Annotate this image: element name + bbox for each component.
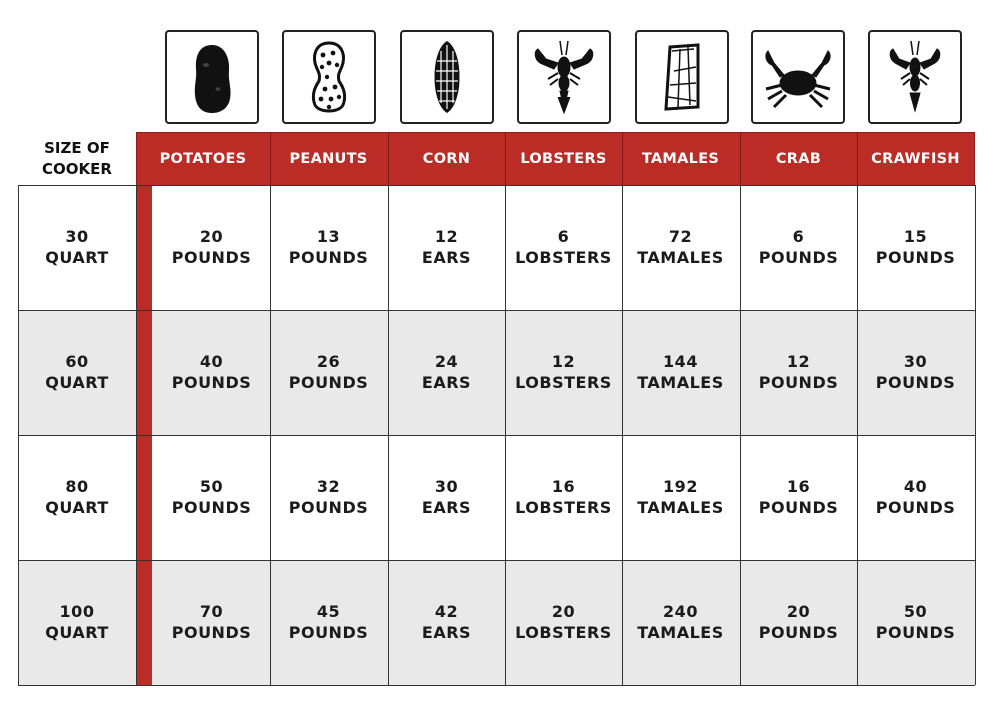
cell-quantity: 20 <box>199 227 224 246</box>
tamale-icon <box>642 37 722 117</box>
table-cell-tamales <box>622 185 739 309</box>
table-cell-crab <box>740 310 857 434</box>
crab-icon-box <box>751 30 845 124</box>
cell-unit: EARS <box>421 373 472 392</box>
corn-icon-box <box>400 30 494 124</box>
lobster-icon <box>524 37 604 117</box>
header-crab: CRAB <box>775 151 822 167</box>
table-cell-lobsters <box>505 435 622 559</box>
cell-quantity: 6 <box>792 227 805 246</box>
header-divider <box>270 132 271 186</box>
peanut-icon <box>289 37 369 117</box>
header-divider <box>505 132 506 186</box>
cell-unit: EARS <box>421 498 472 517</box>
cell-unit: POUNDS <box>875 623 956 642</box>
cell-unit: POUNDS <box>758 623 839 642</box>
table-cell-potatoes <box>153 185 270 309</box>
cell-quantity: 30 <box>903 352 928 371</box>
table-cell-potatoes <box>153 560 270 684</box>
table-cell-lobsters <box>505 560 622 684</box>
cell-unit: TAMALES <box>637 373 724 392</box>
cell-unit: POUNDS <box>758 498 839 517</box>
cell-unit: POUNDS <box>288 623 369 642</box>
header-potatoes: POTATOES <box>159 151 247 167</box>
tamale-icon-box <box>635 30 729 124</box>
table-cell-crab <box>740 185 857 309</box>
cell-unit: POUNDS <box>758 248 839 267</box>
table-cell-corn <box>388 185 505 309</box>
table-cell-potatoes <box>153 435 270 559</box>
crawfish-icon-box <box>868 30 962 124</box>
cooker-size-cell <box>18 560 136 684</box>
cooker-size-value: 30 <box>65 227 89 246</box>
cell-quantity: 16 <box>551 477 576 496</box>
corner-line-2: COOKER <box>42 160 112 178</box>
header-crawfish: CRAWFISH <box>871 151 960 167</box>
potato-icon-box <box>165 30 259 124</box>
corner-line-1: SIZE OF <box>44 139 110 157</box>
header-peanuts: PEANUTS <box>289 151 368 167</box>
cooker-size-cell <box>18 435 136 559</box>
table-cell-tamales <box>622 310 739 434</box>
cooker-size-unit: QUART <box>45 498 109 517</box>
table-cell-lobsters <box>505 310 622 434</box>
table-cell-crab <box>740 435 857 559</box>
cell-unit: POUNDS <box>288 498 369 517</box>
header-divider <box>388 132 389 186</box>
cell-unit: EARS <box>421 248 472 267</box>
header-corn: CORN <box>422 151 471 167</box>
cell-unit: POUNDS <box>758 373 839 392</box>
table-cell-peanuts <box>270 560 387 684</box>
cell-quantity: 144 <box>663 352 698 371</box>
table-cell-tamales <box>622 560 739 684</box>
cell-quantity: 20 <box>786 602 811 621</box>
table-cell-crawfish <box>857 560 974 684</box>
table-cell-corn <box>388 310 505 434</box>
grid-hline <box>18 685 975 686</box>
grid-vline <box>975 185 976 685</box>
table-cell-peanuts <box>270 185 387 309</box>
cooker-size-unit: QUART <box>45 623 109 642</box>
table-cell-crawfish <box>857 310 974 434</box>
cooker-size-value: 100 <box>59 602 95 621</box>
cell-quantity: 12 <box>551 352 576 371</box>
cell-quantity: 12 <box>434 227 459 246</box>
cell-unit: POUNDS <box>171 373 252 392</box>
peanut-icon-box <box>282 30 376 124</box>
crab-icon <box>758 37 838 117</box>
table-cell-crawfish <box>857 185 974 309</box>
cell-unit: POUNDS <box>171 248 252 267</box>
cooker-size-value: 80 <box>65 477 89 496</box>
cooker-size-value: 60 <box>65 352 89 371</box>
cell-unit: POUNDS <box>288 373 369 392</box>
header-divider <box>740 132 741 186</box>
table-cell-peanuts <box>270 435 387 559</box>
cell-quantity: 40 <box>199 352 224 371</box>
size-of-cooker-label <box>18 138 136 180</box>
cell-unit: POUNDS <box>171 623 252 642</box>
cell-unit: TAMALES <box>637 623 724 642</box>
crawfish-icon <box>875 37 955 117</box>
cell-quantity: 24 <box>434 352 459 371</box>
cell-quantity: 50 <box>903 602 928 621</box>
cell-quantity: 12 <box>786 352 811 371</box>
cell-quantity: 26 <box>316 352 341 371</box>
cell-unit: LOBSTERS <box>515 248 612 267</box>
cell-unit: TAMALES <box>637 248 724 267</box>
cell-unit: POUNDS <box>875 248 956 267</box>
table-cell-potatoes <box>153 310 270 434</box>
cell-unit: TAMALES <box>637 498 724 517</box>
table-cell-tamales <box>622 435 739 559</box>
table-cell-crab <box>740 560 857 684</box>
cell-quantity: 6 <box>557 227 570 246</box>
corn-icon <box>407 37 487 117</box>
header-divider <box>622 132 623 186</box>
cell-quantity: 30 <box>434 477 459 496</box>
cell-quantity: 50 <box>199 477 224 496</box>
potato-icon <box>172 37 252 117</box>
cell-unit: POUNDS <box>171 498 252 517</box>
header-lobsters: LOBSTERS <box>520 151 607 167</box>
cell-quantity: 20 <box>551 602 576 621</box>
cell-unit: POUNDS <box>875 498 956 517</box>
cell-quantity: 13 <box>316 227 341 246</box>
cell-unit: POUNDS <box>875 373 956 392</box>
cell-unit: LOBSTERS <box>515 498 612 517</box>
table-cell-corn <box>388 435 505 559</box>
header-tamales: TAMALES <box>641 151 720 167</box>
cooker-size-cell <box>18 185 136 309</box>
cell-quantity: 70 <box>199 602 224 621</box>
cell-quantity: 45 <box>316 602 341 621</box>
cell-quantity: 72 <box>668 227 693 246</box>
cell-quantity: 15 <box>903 227 928 246</box>
cell-quantity: 192 <box>663 477 698 496</box>
cooker-size-cell <box>18 310 136 434</box>
cell-unit: LOBSTERS <box>515 623 612 642</box>
cell-unit: EARS <box>421 623 472 642</box>
lobster-icon-box <box>517 30 611 124</box>
cell-quantity: 32 <box>316 477 341 496</box>
cell-unit: LOBSTERS <box>515 373 612 392</box>
cooker-size-unit: QUART <box>45 373 109 392</box>
table-cell-peanuts <box>270 310 387 434</box>
cell-quantity: 240 <box>663 602 698 621</box>
table-cell-lobsters <box>505 185 622 309</box>
cell-quantity: 42 <box>434 602 459 621</box>
table-cell-crawfish <box>857 435 974 559</box>
cooker-size-unit: QUART <box>45 248 109 267</box>
header-divider <box>857 132 858 186</box>
cell-quantity: 40 <box>903 477 928 496</box>
cell-quantity: 16 <box>786 477 811 496</box>
cell-unit: POUNDS <box>288 248 369 267</box>
table-cell-corn <box>388 560 505 684</box>
